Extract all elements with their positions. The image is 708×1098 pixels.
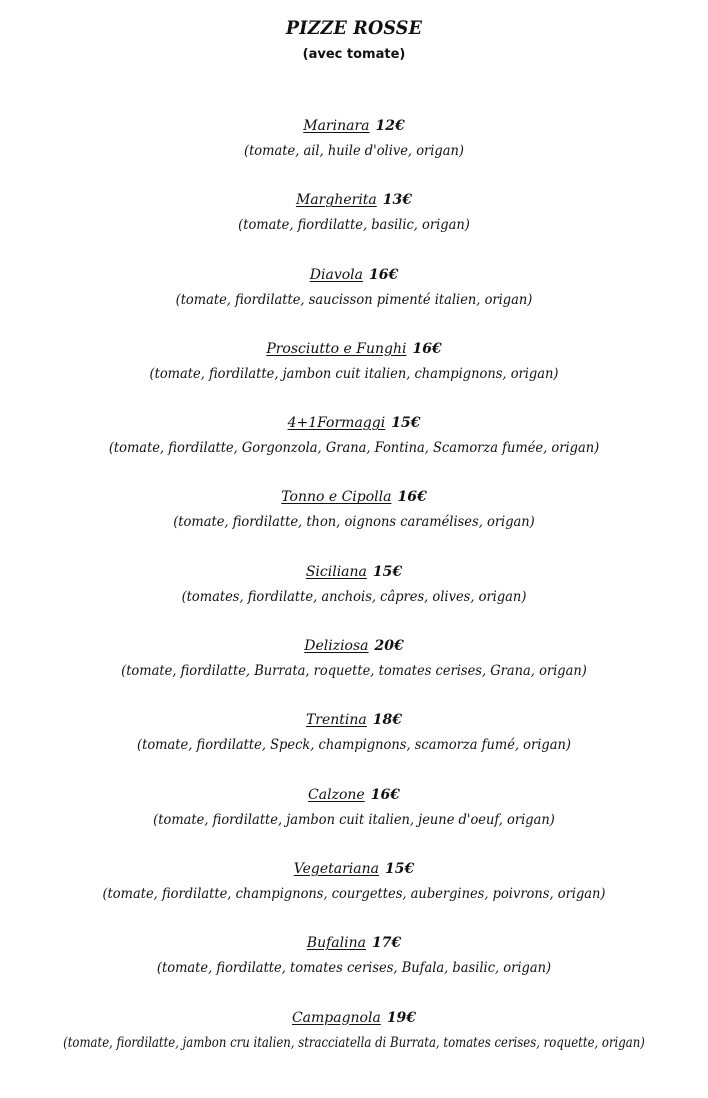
pizza-description: (tomate, fiordilatte, Burrata, roquette, tomates cerises, Grana, origan) [121,663,587,680]
pizza-title-line [0,484,708,511]
pizza-description: (tomate, fiordilatte, jambon cru italien, stracciatella di Burrata, tomates cerises, roquette, origan) [63,1034,645,1051]
pizza-title-line [0,187,708,214]
pizza-description: (tomate, fiordilatte, Gorgonzola, Grana, Fontina, Scamorza fumée, origan) [108,440,600,457]
pizza-description: (tomate, fiordilatte, saucisson pimenté italien, origan) [175,291,533,308]
pizza-title-line [0,782,708,809]
pizza-item-campagnola [0,1005,708,1079]
pizza-item-trentina [0,707,708,781]
pizza-item-bufalina [0,930,708,1004]
pizza-title-line [0,559,708,586]
pizza-description: (tomate, fiordilatte, thon, oignons caramélises, origan) [173,514,535,531]
pizza-name: Tonno e Cipolla [281,489,392,506]
pizza-list [0,113,708,1079]
pizza-title-line [0,633,708,660]
pizza-title-line [0,336,708,363]
pizza-title-line [0,113,708,140]
pizza-name: Campagnola [291,1009,381,1026]
pizza-price: 20€ [374,638,404,655]
pizza-item-tonno-e-cipolla [0,484,708,558]
pizza-title-line [0,262,708,289]
pizza-title-line [0,410,708,437]
pizza-description: (tomates, fiordilatte, anchois, câpres, olives, origan) [181,588,527,605]
pizza-title-line [0,1005,708,1032]
pizza-description: (tomate, fiordilatte, Speck, champignons, scamorza fumé, origan) [137,737,571,754]
pizza-item-marinara [0,113,708,187]
pizza-name: Prosciutto e Funghi [266,340,407,357]
pizza-description: (tomate, fiordilatte, jambon cuit italien, champignons, origan) [149,365,559,382]
pizza-price: 16€ [412,340,442,357]
pizza-name: Bufalina [306,935,366,952]
pizza-item-prosciutto-e-funghi [0,336,708,410]
pizza-title-line [0,856,708,883]
menu-header [0,16,708,64]
pizza-description: (tomate, fiordilatte, jambon cuit italien, jeune d'oeuf, origan) [153,811,555,828]
pizza-item-siciliana [0,559,708,633]
pizza-price: 12€ [375,118,405,134]
pizza-item-formaggi [0,410,708,484]
pizza-item-deliziosa [0,633,708,707]
pizza-item-diavola [0,262,708,336]
pizza-price: 19€ [386,1009,417,1026]
pizza-title-line [0,930,708,957]
pizza-price: 16€ [370,786,400,803]
pizza-name: Vegetariana [293,860,379,877]
pizza-item-vegetariana [0,856,708,930]
pizza-description: (tomate, fiordilatte, basilic, origan) [238,217,470,234]
pizza-price: 15€ [372,563,403,580]
pizza-description: (tomate, ail, huile d'olive, origan) [243,143,465,159]
pizza-name: Deliziosa [304,638,369,655]
pizza-price: 16€ [368,266,399,283]
pizza-price: 15€ [391,415,421,432]
pizza-price: 18€ [372,712,403,729]
pizza-name: 4+1Formaggi [287,415,386,432]
pizza-price: 13€ [382,192,412,209]
page-title: PIZZE ROSSE [285,17,423,39]
pizza-description: (tomate, fiordilatte, tomates cerises, Bufala, basilic, origan) [156,960,552,977]
pizza-description: (tomate, fiordilatte, champignons, courgettes, aubergines, poivrons, origan) [102,885,606,902]
page-subtitle: (avec tomate) [302,47,406,62]
pizza-price: 17€ [371,935,402,952]
pizza-price: 15€ [384,860,415,877]
pizza-name: Siciliana [305,563,367,580]
pizza-name: Trentina [305,712,367,729]
pizza-item-margherita [0,187,708,261]
pizza-title-line [0,707,708,734]
pizza-price: 16€ [397,489,427,506]
pizza-name: Marinara [303,118,370,134]
pizza-name: Diavola [309,266,363,283]
pizza-item-calzone [0,782,708,856]
pizza-name: Margherita [295,192,377,209]
pizza-name: Calzone [308,786,365,803]
